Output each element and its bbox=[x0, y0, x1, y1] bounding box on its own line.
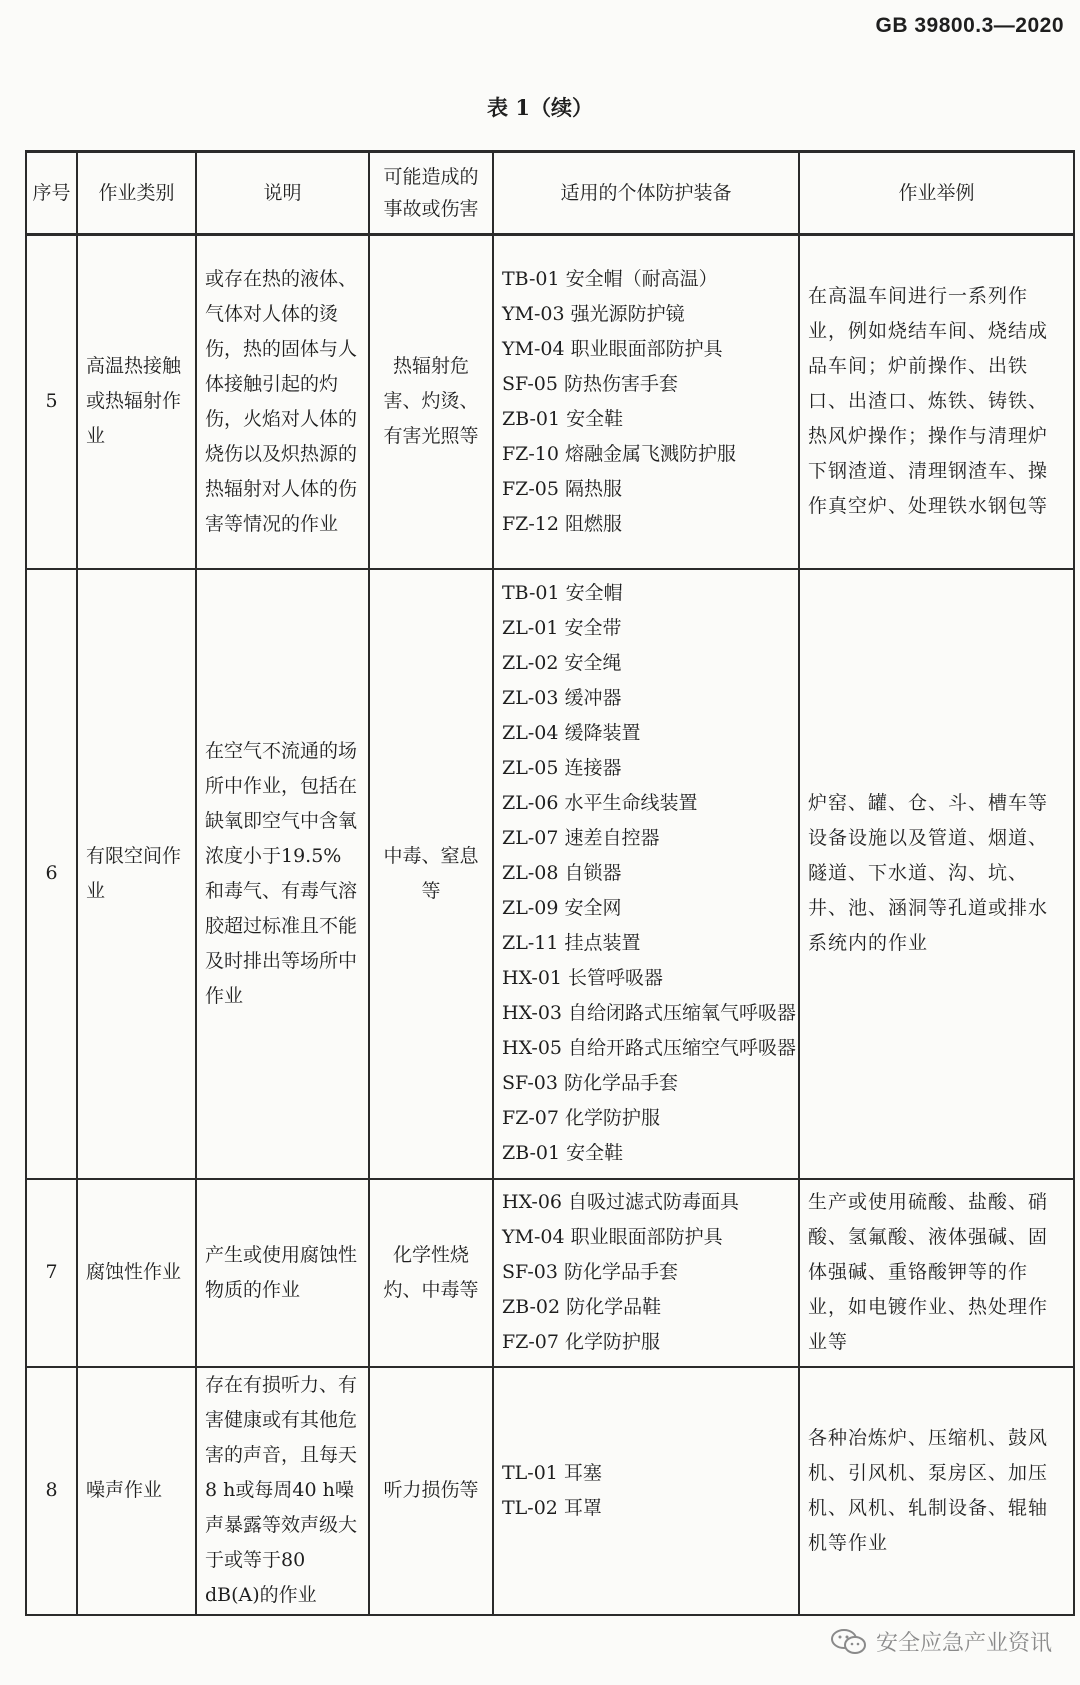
ppe-item: ZB-02 防化学品鞋 bbox=[502, 1296, 662, 1318]
ppe-item: TB-01 安全帽（耐高温） bbox=[502, 267, 718, 290]
watermark bbox=[830, 1626, 1052, 1657]
ppe-item: SF-05 防热伤害手套 bbox=[502, 372, 678, 395]
ppe-list bbox=[493, 1367, 799, 1615]
ppe-item: HX-05 自给开路式压缩空气呼吸器 bbox=[502, 1037, 797, 1059]
ppe-item: HX-06 自吸过滤式防毒面具 bbox=[502, 1191, 740, 1213]
work-examples: 各种冶炼炉、压缩机、鼓风机、引风机、泵房区、加压机、风机、轧制设备、辊轴机等作业 bbox=[799, 1367, 1074, 1615]
ppe-item: HX-01 长管呼吸器 bbox=[502, 967, 664, 989]
column-header-no: 序号 bbox=[26, 152, 77, 235]
ppe-table bbox=[25, 150, 1075, 1616]
possible-hazard: 听力损伤等 bbox=[369, 1367, 493, 1615]
ppe-item: ZB-01 安全鞋 bbox=[502, 1142, 624, 1164]
ppe-item: TL-01 耳塞 bbox=[502, 1461, 602, 1484]
ppe-item: SF-03 防化学品手套 bbox=[502, 1261, 678, 1283]
ppe-item: ZL-11 挂点装置 bbox=[502, 932, 641, 954]
work-examples: 在高温车间进行一系列作业，例如烧结车间、烧结成品车间；炉前操作、出铁口、出渣口、炼铁、铸铁、热风炉操作；操作与清理炉下钢渣道、清理钢渣车、操作真空炉、处理铁水钢包等 bbox=[799, 235, 1074, 569]
ppe-item: ZL-09 安全网 bbox=[502, 897, 622, 919]
ppe-item: SF-03 防化学品手套 bbox=[502, 1072, 678, 1094]
work-examples: 生产或使用硫酸、盐酸、硝酸、氢氟酸、液体强碱、固体强碱、重铬酸钾等的作业，如电镀作业、热处理作业等 bbox=[799, 1179, 1074, 1367]
column-header-description: 说明 bbox=[196, 152, 369, 235]
possible-hazard: 热辐射危害、灼烫、有害光照等 bbox=[369, 235, 493, 569]
ppe-item: YM-03 强光源防护镜 bbox=[502, 302, 685, 325]
ppe-item: ZL-08 自锁器 bbox=[502, 862, 622, 884]
ppe-item: ZL-03 缓冲器 bbox=[502, 687, 622, 709]
work-description: 存在有损听力、有害健康或有其他危害的声音，且每天8 h或每周40 h噪声暴露等效声级大于或等于80 dB(A)的作业 bbox=[196, 1367, 369, 1615]
ppe-item: ZL-07 速差自控器 bbox=[502, 827, 660, 849]
column-header-hazard: 可能造成的事故或伤害 bbox=[369, 152, 493, 235]
possible-hazard: 化学性烧灼、中毒等 bbox=[369, 1179, 493, 1367]
ppe-item: FZ-12 阻燃服 bbox=[502, 512, 623, 535]
row-number: 6 bbox=[26, 569, 77, 1179]
watermark-text: 安全应急产业资讯 bbox=[875, 1631, 1052, 1656]
ppe-item: FZ-07 化学防护服 bbox=[502, 1331, 661, 1353]
ppe-item: ZL-05 连接器 bbox=[502, 757, 622, 779]
ppe-item: ZB-01 安全鞋 bbox=[502, 407, 624, 430]
table-row bbox=[26, 569, 1074, 1179]
work-category: 腐蚀性作业 bbox=[77, 1179, 196, 1367]
work-category: 高温热接触或热辐射作业 bbox=[77, 235, 196, 569]
work-description: 产生或使用腐蚀性物质的作业 bbox=[196, 1179, 369, 1367]
table-header-row bbox=[26, 152, 1074, 235]
ppe-item: YM-04 职业眼面部防护具 bbox=[502, 337, 723, 360]
table-row bbox=[26, 1367, 1074, 1615]
column-header-category: 作业类别 bbox=[77, 152, 196, 235]
ppe-item: ZL-01 安全带 bbox=[502, 617, 622, 639]
work-description: 或存在热的液体、气体对人体的烫伤，热的固体与人体接触引起的灼伤，火焰对人体的烧伤以及炽热源的热辐射对人体的伤害等情况的作业 bbox=[196, 235, 369, 569]
work-category: 噪声作业 bbox=[77, 1367, 196, 1615]
ppe-list bbox=[493, 235, 799, 569]
table-row bbox=[26, 235, 1074, 569]
standard-code: GB 39800.3—2020 bbox=[875, 14, 1064, 37]
column-header-examples: 作业举例 bbox=[799, 152, 1074, 235]
ppe-item: TB-01 安全帽 bbox=[502, 582, 623, 604]
ppe-item: FZ-10 熔融金属飞溅防护服 bbox=[502, 442, 737, 465]
ppe-item: TL-02 耳罩 bbox=[502, 1496, 602, 1519]
work-category: 有限空间作业 bbox=[77, 569, 196, 1179]
ppe-list bbox=[493, 1179, 799, 1367]
wechat-icon bbox=[830, 1628, 868, 1656]
column-header-ppe: 适用的个体防护装备 bbox=[493, 152, 799, 235]
ppe-list bbox=[493, 569, 799, 1179]
ppe-item: FZ-07 化学防护服 bbox=[502, 1107, 661, 1129]
possible-hazard: 中毒、窒息等 bbox=[369, 569, 493, 1179]
table-row bbox=[26, 1179, 1074, 1367]
ppe-item: ZL-06 水平生命线装置 bbox=[502, 792, 698, 814]
work-description: 在空气不流通的场所中作业，包括在缺氧即空气中含氧浓度小于19.5%和毒气、有毒气溶胶超过标准且不能及时排出等场所中作业 bbox=[196, 569, 369, 1179]
ppe-item: ZL-04 缓降装置 bbox=[502, 722, 641, 744]
row-number: 8 bbox=[26, 1367, 77, 1615]
ppe-item: FZ-05 隔热服 bbox=[502, 477, 623, 500]
table-title: 表 1（续） bbox=[487, 95, 593, 120]
work-examples: 炉窑、罐、仓、斗、槽车等设备设施以及管道、烟道、隧道、下水道、沟、坑、井、池、涵洞等孔道或排水系统内的作业 bbox=[799, 569, 1074, 1179]
row-number: 5 bbox=[26, 235, 77, 569]
ppe-item: ZL-02 安全绳 bbox=[502, 652, 622, 674]
row-number: 7 bbox=[26, 1179, 77, 1367]
ppe-item: HX-03 自给闭路式压缩氧气呼吸器 bbox=[502, 1002, 797, 1024]
ppe-item: YM-04 职业眼面部防护具 bbox=[502, 1226, 723, 1248]
